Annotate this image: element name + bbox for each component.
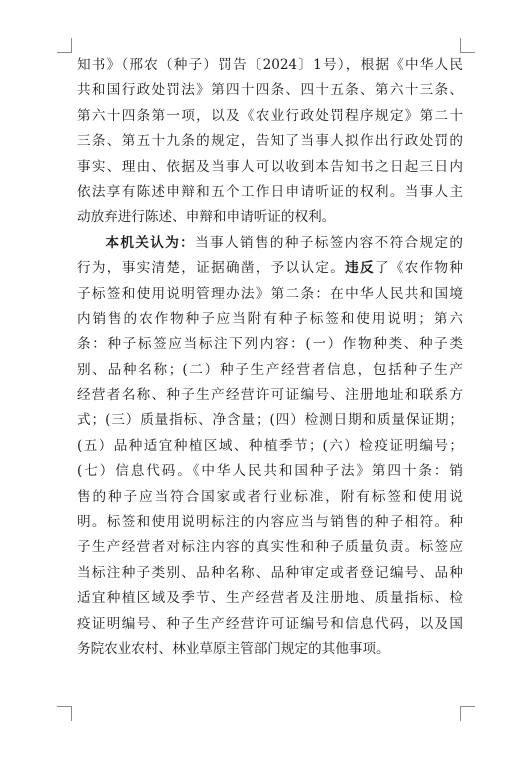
text-line: 条：种子标签应当标注下列内容：(一）作物种类、种子类 <box>77 336 463 353</box>
text-line: 子生产经营者对标注内容的真实性和种子质量负责。标签应 <box>77 539 463 556</box>
crop-mark-top-left <box>57 38 72 53</box>
text-line: 售的种子应当符合国家或者行业标准，附有标签和使用说 <box>77 488 463 505</box>
text-span: 了《农作物种 <box>374 260 463 277</box>
bold-term: 违反 <box>345 260 375 277</box>
text-line: 明。标签和使用说明标注的内容应当与销售的种子相符。种 <box>77 514 463 531</box>
text-line: 共和国行政处罚法》第四十四条、四十五条、第六十三条、 <box>77 82 463 99</box>
crop-mark-bottom-right <box>460 706 475 721</box>
text-line: 疫证明编号、种子生产经营许可证编号和信息代码，以及国 <box>77 615 463 632</box>
text-line: 适宜种植区域及季节、生产经营者及注册地、质量指标、检 <box>77 590 463 607</box>
text-line: 当标注种子类别、品种名称、品种审定或者登记编号、品种 <box>77 564 463 581</box>
text-line: 别、品种名称；(二）种子生产经营者信息，包括种子生产 <box>77 361 463 378</box>
text-span: 行为，事实清楚，证据确凿，予以认定。 <box>77 260 346 277</box>
text-line: 依法享有陈述申辩和五个工作日申请听证的权利。当事人主 <box>77 183 463 200</box>
text-line: (五）品种适宜种植区域、种植季节；(六）检疫证明编号； <box>77 437 463 454</box>
bold-lead-label: 本机关认为： <box>104 234 196 251</box>
text-line <box>77 256 463 281</box>
text-line: 子标签和使用说明管理办法》第二条：在中华人民共和国境 <box>77 285 463 302</box>
text-line: 动放弃进行陈述、申辩和申请听证的权利。 <box>77 209 336 226</box>
document-body <box>77 53 463 662</box>
text-line: (七）信息代码。《中华人民共和国种子法》第四十条：销 <box>77 463 463 480</box>
text-line: 内销售的农作物种子应当附有种子标签和使用说明；第六 <box>77 310 463 327</box>
text-line: 三条、第五十九条的规定，告知了当事人拟作出行政处罚的 <box>77 133 463 150</box>
crop-mark-bottom-left <box>57 706 72 721</box>
text-line: 务院农业农村、林业草原主管部门规定的其他事项。 <box>77 640 390 657</box>
text-line: 事实、理由、依据及当事人可以收到本告知书之日起三日内 <box>77 158 463 175</box>
text-line: 经营者名称、种子生产经营许可证编号、注册地址和联系方 <box>77 387 463 404</box>
text-line: 知书》（邢农（种子）罚告〔2024〕1号），根据《中华人民 <box>77 57 463 73</box>
text-line: 式；(三）质量指标、净含量；(四）检测日期和质量保证期； <box>77 412 463 429</box>
text-span: 当事人销售的种子标签内容不符合规定的 <box>195 234 463 251</box>
paragraph-first-line <box>77 231 463 256</box>
crop-mark-top-right <box>460 38 475 53</box>
text-line: 第六十四条第一项，以及《农业行政处罚程序规定》第二十 <box>77 107 463 124</box>
